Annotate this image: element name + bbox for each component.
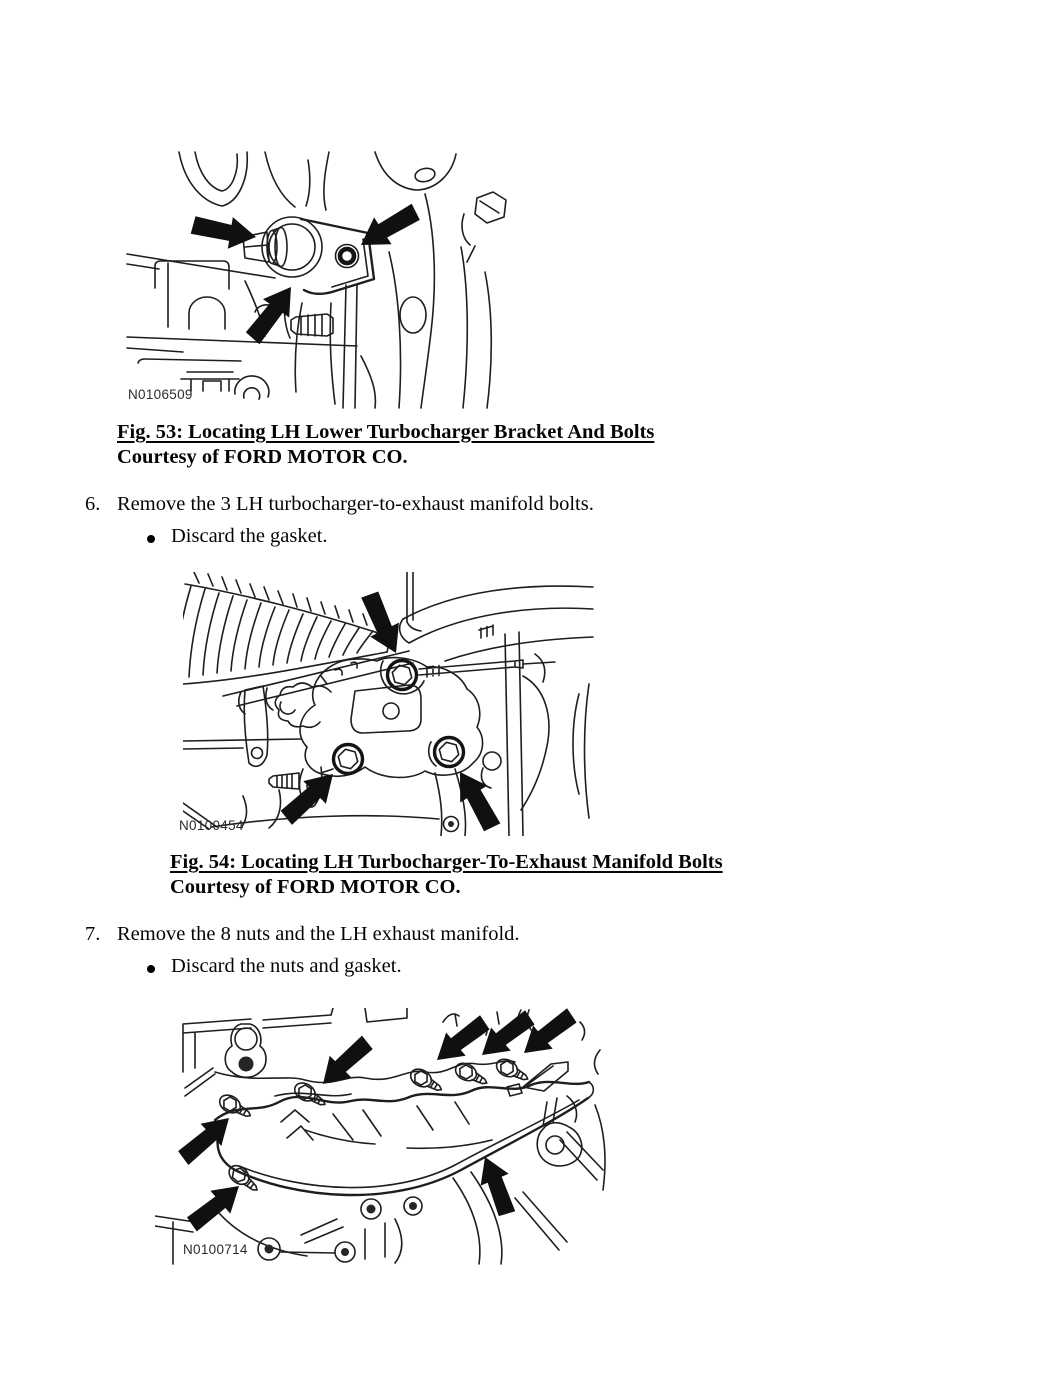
right-panel-lines xyxy=(479,625,589,836)
arrow-icon xyxy=(312,1030,377,1095)
arrow-icon xyxy=(427,1009,494,1072)
figure-n0100714-drawing xyxy=(155,1008,612,1266)
arrow-icon xyxy=(472,1008,539,1067)
engine-background-lines xyxy=(127,152,506,408)
arrow-icon xyxy=(241,278,304,350)
step-7-text: Remove the 8 nuts and the LH exhaust manifold. xyxy=(117,923,520,945)
figure-53-drawing xyxy=(125,150,513,410)
arrow-icon xyxy=(276,763,345,832)
figure-n0100714-code-label: N0100714 xyxy=(183,1242,248,1257)
figure-53-code-label: N0106509 xyxy=(128,387,193,402)
bullet-dot-icon xyxy=(147,535,155,543)
caption-fig-54 xyxy=(170,850,723,899)
caption-fig-54-courtesy: Courtesy of FORD MOTOR CO. xyxy=(170,875,461,898)
figure-n0100714 xyxy=(155,1008,612,1266)
step-6-bullet: Discard the gasket. xyxy=(171,525,328,547)
arrow-icon xyxy=(173,1107,239,1171)
right-bracket xyxy=(507,1062,605,1190)
step-7-number: 7. xyxy=(85,923,101,945)
step-6-number: 6. xyxy=(85,493,101,515)
exhaust-manifold-outline xyxy=(215,1082,593,1195)
pipes-and-rods xyxy=(400,572,593,677)
caption-fig-54-title: Fig. 54: Locating LH Turbocharger-To-Exhaust Manifold Bolts xyxy=(170,851,723,873)
figure-54-drawing xyxy=(183,572,595,836)
bullet-dot-icon xyxy=(147,965,155,973)
step-7-bullet: Discard the nuts and gasket. xyxy=(171,955,402,977)
caption-fig-53 xyxy=(117,420,654,469)
arrow-icon xyxy=(353,588,410,660)
stud-nut-icon xyxy=(407,1066,445,1097)
arrow-icon xyxy=(352,196,424,258)
figure-54 xyxy=(179,572,595,836)
figure-53 xyxy=(125,150,513,410)
caption-fig-53-courtesy: Courtesy of FORD MOTOR CO. xyxy=(117,445,408,468)
hex-bolt-icon xyxy=(435,738,464,767)
stud-nut-icon xyxy=(494,1056,532,1086)
caption-fig-53-title: Fig. 53: Locating LH Lower Turbocharger Bracket And Bolts xyxy=(117,421,655,443)
figure-54-code-label: N0100454 xyxy=(179,818,244,833)
stud-nut-icon xyxy=(216,1092,254,1123)
hex-bolt-icon xyxy=(334,745,363,774)
support-bracket xyxy=(183,686,301,766)
step-6-text: Remove the 3 LH turbocharger-to-exhaust manifold bolts. xyxy=(117,493,594,515)
